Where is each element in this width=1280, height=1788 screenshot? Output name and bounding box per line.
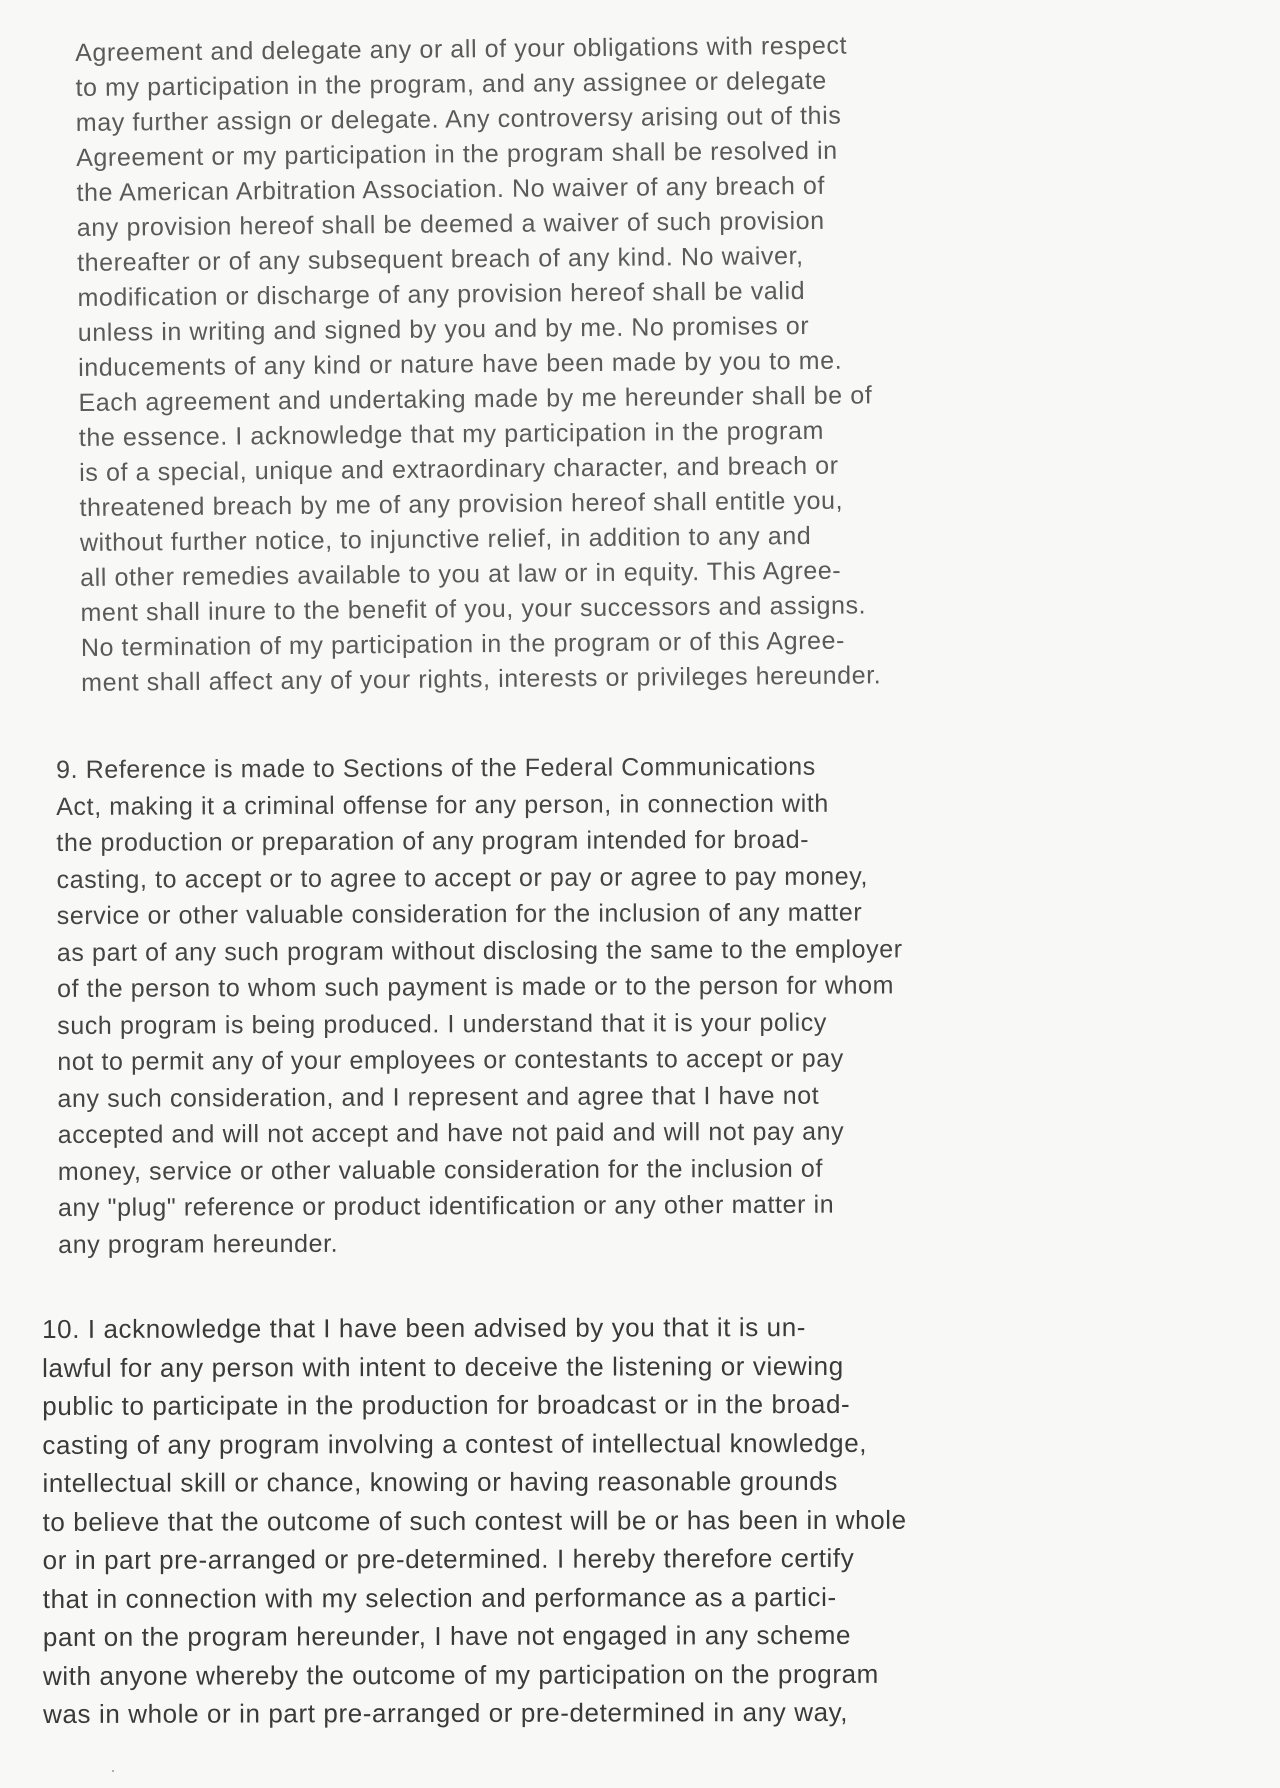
paragraph-10	[42, 1308, 907, 1734]
text-line: No termination of my participation in the program or of this Agree-	[80, 626, 846, 662]
text-line: inducements of any kind or nature have been made by you to me.	[78, 346, 843, 382]
text-line: ment shall inure to the benefit of you, your successors and assigns.	[80, 591, 867, 627]
text-line: Agreement or my participation in the program shall be resolved in	[76, 136, 838, 172]
text-line: to believe that the outcome of such contest will be or has been in whole	[42, 1504, 907, 1537]
text-line: pant on the program hereunder, I have not engaged in any scheme	[42, 1619, 852, 1652]
text-line: any program hereunder.	[58, 1229, 339, 1259]
text-line: Each agreement and undertaking made by me hereunder shall be of	[78, 381, 873, 417]
text-line: money, service or other valuable consideration for the inclusion of	[57, 1154, 824, 1186]
text-line: that in connection with my selection and performance as a partici-	[42, 1581, 837, 1614]
text-line: the essence. I acknowledge that my participation in the program	[78, 416, 825, 452]
text-line: ment shall affect any of your rights, interests or privileges hereunder.	[81, 661, 882, 697]
text-line: of the person to whom such payment is made or to the person for whom	[56, 971, 895, 1003]
text-line: any such consideration, and I represent and agree that I have not	[57, 1081, 820, 1113]
text-line: public to participate in the production for broadcast or in the broad-	[42, 1388, 851, 1421]
text-line: intellectual skill or chance, knowing or having reasonable grounds	[42, 1465, 838, 1498]
text-line: service or other valuable consideration for the inclusion of any matter	[56, 898, 863, 930]
paragraph-9	[56, 748, 904, 1263]
text-line: all other remedies available to you at law or in equity. This Agree-	[80, 556, 842, 592]
text-line: 9. Reference is made to Sections of the Federal Communications	[56, 752, 816, 784]
text-line: with anyone whereby the outcome of my participation on the program	[42, 1658, 879, 1691]
text-line: the American Arbitration Association. No waiver of any breach of	[76, 171, 826, 207]
text-line: modification or discharge of any provision hereof shall be valid	[77, 277, 806, 312]
text-line: threatened breach by me of any provision hereof shall entitle you,	[79, 486, 844, 522]
text-line: any "plug" reference or product identification or any other matter in	[57, 1190, 835, 1222]
text-line: casting of any program involving a contest of intellectual knowledge,	[42, 1427, 868, 1460]
text-line: casting, to accept or to agree to accept or pay or agree to pay money,	[56, 861, 869, 894]
text-line: Act, making it a criminal offense for any person, in connection with	[56, 789, 829, 821]
text-line: lawful for any person with intent to deceive the listening or viewing	[42, 1350, 844, 1383]
text-line: may further assign or delegate. Any controversy arising out of this	[75, 101, 842, 137]
text-line: accepted and will not accept and have not paid and will not pay any	[57, 1117, 845, 1149]
text-line: Agreement and delegate any or all of your obligations with respect	[75, 31, 848, 67]
text-line: any provision hereof shall be deemed a waiver of such provision	[76, 206, 825, 242]
paragraph-continuation	[75, 28, 881, 701]
scan-speck	[112, 1770, 114, 1772]
text-line: thereafter or of any subsequent breach of any kind. No waiver,	[77, 242, 804, 277]
text-line: as part of any such program without disclosing the same to the employer	[56, 934, 903, 967]
text-line: such program is being produced. I understand that it is your policy	[57, 1008, 828, 1040]
text-line: unless in writing and signed by you and by me. No promises or	[77, 311, 810, 347]
text-line: 10. I acknowledge that I have been advised by you that it is un-	[42, 1311, 807, 1344]
text-line: was in whole or in part pre-arranged or pre-determined in any way,	[43, 1696, 849, 1729]
text-line: the production or preparation of any program intended for broad-	[56, 825, 810, 857]
text-line: to my participation in the program, and any assignee or delegate	[75, 66, 827, 102]
text-line: not to permit any of your employees or contestants to accept or pay	[57, 1044, 844, 1076]
text-line: without further notice, to injunctive relief, in addition to any and	[79, 521, 812, 557]
text-line: is of a special, unique and extraordinary character, and breach or	[79, 451, 839, 487]
text-line: or in part pre-arranged or pre-determined. I hereby therefore certify	[42, 1542, 855, 1575]
